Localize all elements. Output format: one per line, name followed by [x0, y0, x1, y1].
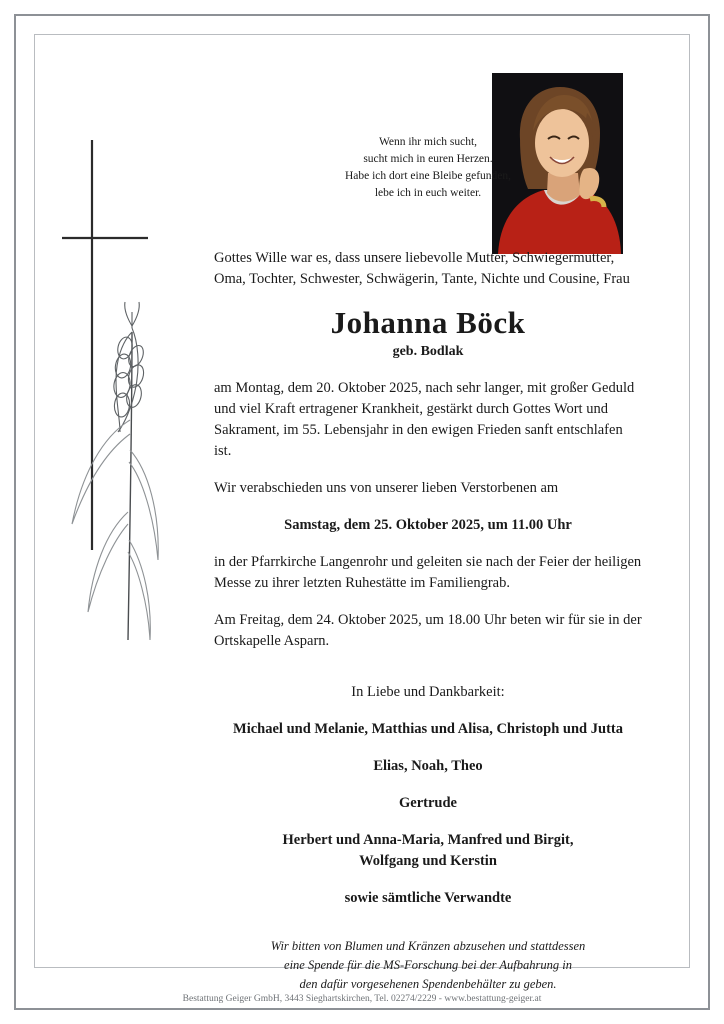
footer-imprint: Bestattung Geiger GmbH, 3443 Sieghartskirchen, Tel. 02274/2229 - www.bestattung-geiger.at: [182, 994, 542, 1004]
rosary-paragraph: Am Freitag, dem 24. Oktober 2025, um 18.00 Uhr beten wir für sie in der Ortskapelle Asparn.: [214, 612, 642, 649]
family-line-relatives: sowie sämtliche Verwandte: [344, 890, 512, 906]
deceased-name: Johanna Böck: [330, 305, 526, 340]
funeral-datetime: Samstag, dem 25. Oktober 2025, um 11.00 Uhr: [284, 517, 572, 533]
family-line-siblings-1: Herbert und Anna-Maria, Manfred und Birgit,: [282, 832, 574, 848]
donation-note: [214, 937, 642, 994]
verse-line-4: lebe ich in euch weiter.: [374, 187, 482, 199]
decoration-panel: [44, 120, 204, 680]
verse-line-1: Wenn ihr mich sucht,: [378, 136, 478, 148]
thanks-heading: In Liebe und Dankbarkeit:: [351, 684, 505, 700]
maiden-name: geb. Bodlak: [392, 344, 464, 359]
family-line-grandchildren: Elias, Noah, Theo: [373, 758, 483, 774]
intro-paragraph: Gottes Wille war es, dass unsere liebevolle Mutter, Schwiegermutter, Oma, Tochter, Schwester, Schwägerin, Tante, Nichte und Cousine, Frau: [214, 250, 630, 287]
donation-note-line-3: den dafür vorgesehenen Spendenbehälter zu geben.: [299, 977, 557, 991]
donation-note-line-2: eine Spende für die MS-Forschung bei der Aufbahrung in: [284, 958, 572, 972]
card-content: [214, 110, 642, 994]
wheat-icon: [72, 302, 158, 640]
family-line-mother: Gertrude: [399, 795, 457, 811]
cross-icon: [62, 140, 148, 550]
family-line-children: Michael und Melanie, Matthias und Alisa, Christoph und Jutta: [233, 721, 623, 737]
family-line-siblings-2: Wolfgang und Kerstin: [359, 853, 497, 869]
verse-line-3: Habe ich dort eine Bleibe gefunden,: [344, 170, 512, 182]
death-paragraph: am Montag, dem 20. Oktober 2025, nach sehr langer, mit großer Geduld und viel Kraft ertragener Krankheit, gestärkt durch Gottes Wort und Sakrament, im 55. Lebensjahr in den ewigen Frieden sanft entschlafen ist.: [214, 380, 635, 459]
funeral-location: in der Pfarrkirche Langenrohr und geleiten sie nach der Feier der heiligen Messe zu ihrer letzten Ruhestätte im Familiengrab.: [214, 554, 642, 591]
family-line-siblings: [214, 830, 642, 872]
donation-note-line-1: Wir bitten von Blumen und Kränzen abzusehen und stattdessen: [270, 939, 586, 953]
memorial-verse: [214, 134, 642, 202]
verse-line-2: sucht mich in euren Herzen.: [363, 153, 493, 165]
farewell-intro: Wir verabschieden uns von unserer lieben Verstorbenen am: [214, 480, 559, 496]
